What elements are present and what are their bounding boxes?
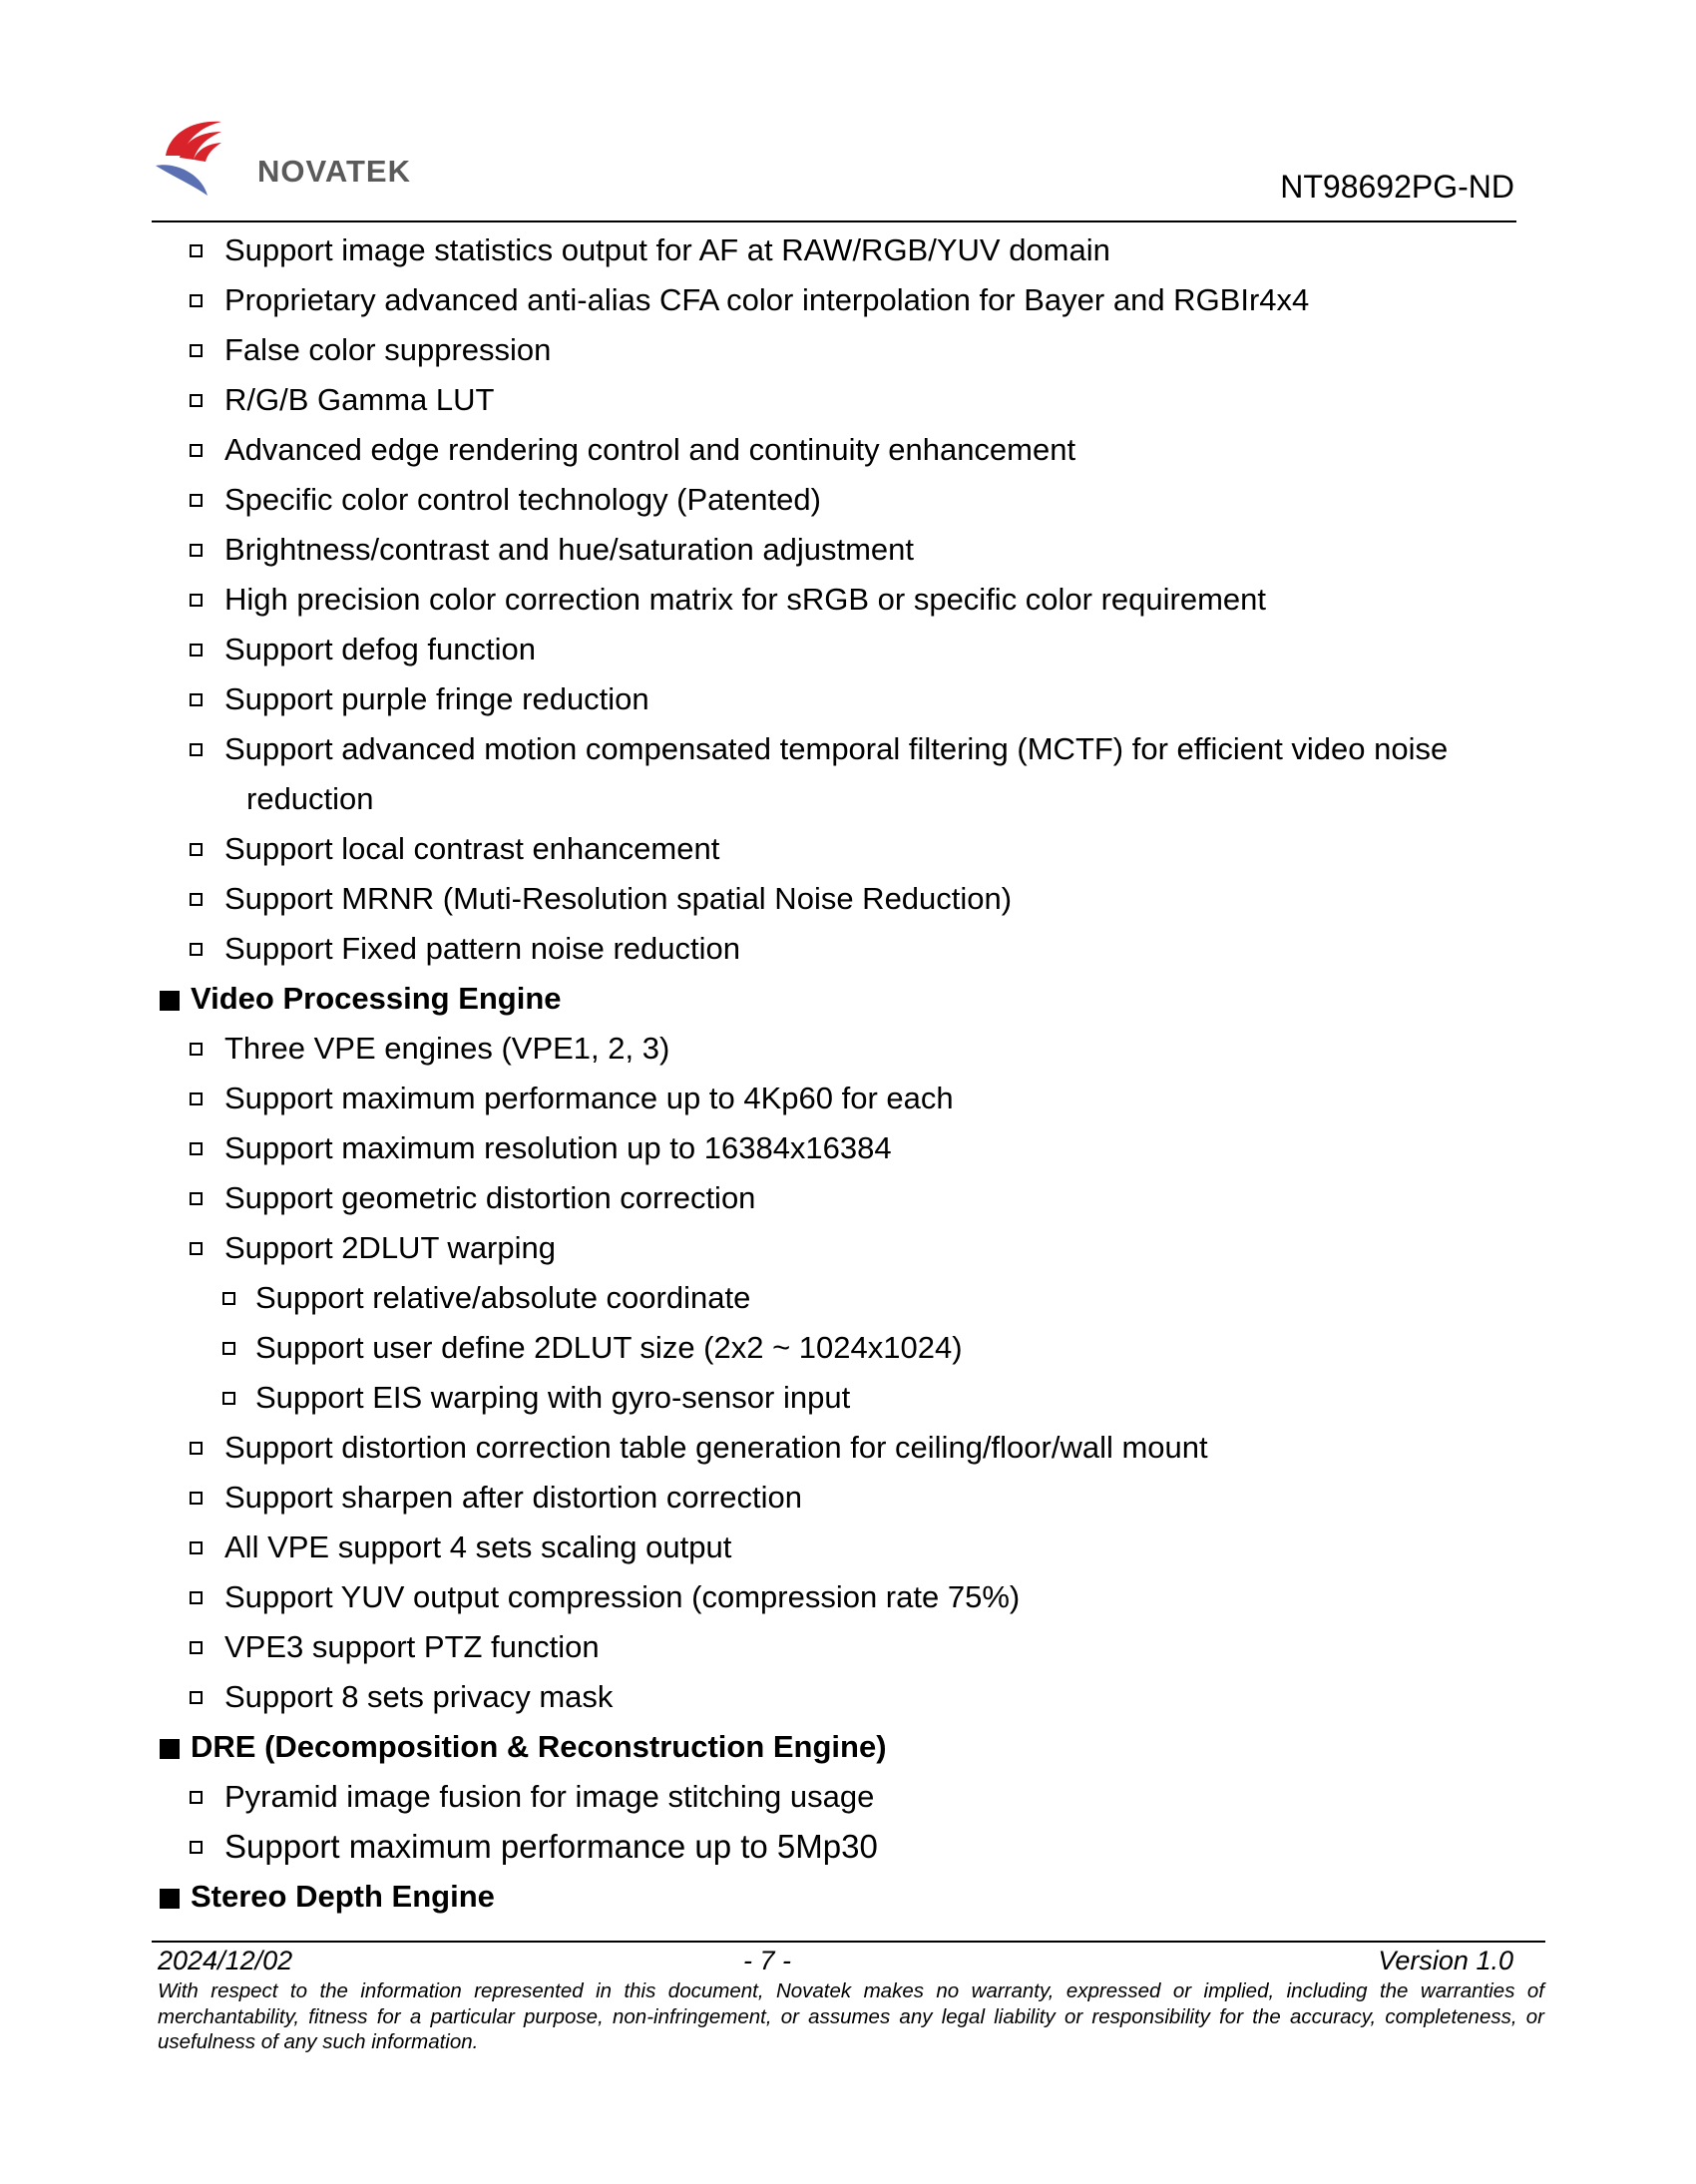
list-item: Support 2DLUT warping	[0, 1223, 1696, 1273]
sub-list-item: Support EIS warping with gyro-sensor input	[0, 1373, 1696, 1423]
list-item: Support purple fringe reduction	[0, 674, 1696, 724]
novatek-logo-icon	[152, 112, 261, 202]
checkbox-bullet-icon	[190, 344, 203, 357]
checkbox-bullet-icon	[190, 943, 203, 956]
list-item: False color suppression	[0, 325, 1696, 375]
checkbox-bullet-icon	[190, 843, 203, 856]
list-item: Support advanced motion compensated temporal filtering (MCTF) for efficient video noise	[0, 724, 1696, 774]
list-item: Support geometric distortion correction	[0, 1173, 1696, 1223]
checkbox-bullet-icon	[190, 1442, 203, 1455]
section-heading-vpe: Video Processing Engine	[0, 974, 1696, 1024]
header-divider	[152, 220, 1516, 222]
list-item: Support 8 sets privacy mask	[0, 1672, 1696, 1722]
checkbox-bullet-icon	[190, 294, 203, 307]
checkbox-bullet-icon	[190, 893, 203, 906]
checkbox-bullet-icon	[190, 1242, 203, 1255]
checkbox-bullet-icon	[190, 1492, 203, 1505]
checkbox-bullet-icon	[190, 743, 203, 756]
list-item: Support MRNR (Muti-Resolution spatial Noise Reduction)	[0, 874, 1696, 924]
checkbox-bullet-icon	[190, 644, 203, 656]
checkbox-bullet-icon	[190, 1641, 203, 1654]
list-item: Support YUV output compression (compression rate 75%)	[0, 1572, 1696, 1622]
list-item: Support Fixed pattern noise reduction	[0, 924, 1696, 974]
checkbox-bullet-icon	[190, 693, 203, 706]
checkbox-bullet-icon	[190, 1591, 203, 1604]
list-item: Support maximum performance up to 4Kp60 for each	[0, 1074, 1696, 1123]
section-heading-stereo: Stereo Depth Engine	[0, 1872, 1696, 1922]
list-item: Support maximum resolution up to 16384x16384	[0, 1123, 1696, 1173]
checkbox-bullet-icon	[190, 444, 203, 457]
checkbox-bullet-icon	[190, 1142, 203, 1155]
list-item: High precision color correction matrix for sRGB or specific color requirement	[0, 575, 1696, 625]
brand-name: NOVATEK	[257, 154, 411, 189]
checkbox-bullet-icon	[190, 394, 203, 407]
checkbox-bullet-icon	[190, 1691, 203, 1704]
square-bullet-icon	[160, 1889, 180, 1909]
list-item: All VPE support 4 sets scaling output	[0, 1523, 1696, 1572]
sub-list-item: Support relative/absolute coordinate	[0, 1273, 1696, 1323]
list-item: Three VPE engines (VPE1, 2, 3)	[0, 1024, 1696, 1074]
list-item: Support sharpen after distortion correction	[0, 1473, 1696, 1523]
square-bullet-icon	[160, 1739, 180, 1759]
section-heading-dre: DRE (Decomposition & Reconstruction Engine)	[0, 1722, 1696, 1772]
checkbox-bullet-icon	[190, 1092, 203, 1105]
list-item: Advanced edge rendering control and continuity enhancement	[0, 425, 1696, 475]
feature-list	[0, 225, 1696, 1922]
checkbox-bullet-icon	[190, 594, 203, 607]
checkbox-bullet-icon	[190, 1791, 203, 1804]
checkbox-bullet-icon	[190, 1043, 203, 1056]
legal-disclaimer: With respect to the information represented in this document, Novatek makes no warranty, expressed or implied, including the warranties of merchantability, fitness for a particular purpose, non-infringement, or assumes any legal liability or responsibility for the accuracy, completeness, or usefulness of any such information.	[158, 1979, 1544, 2053]
list-item: Support image statistics output for AF at RAW/RGB/YUV domain	[0, 225, 1696, 275]
checkbox-bullet-icon	[222, 1392, 235, 1405]
sub-list-item: Support user define 2DLUT size (2x2 ~ 1024x1024)	[0, 1323, 1696, 1373]
square-bullet-icon	[160, 991, 180, 1011]
document-id: NT98692PG-ND	[1280, 169, 1514, 205]
list-item-continuation: reduction	[246, 781, 374, 816]
list-item: Support maximum performance up to 5Mp30	[0, 1822, 1696, 1872]
checkbox-bullet-icon	[190, 1192, 203, 1205]
list-item: R/G/B Gamma LUT	[0, 375, 1696, 425]
checkbox-bullet-icon	[190, 1541, 203, 1554]
list-item: VPE3 support PTZ function	[0, 1622, 1696, 1672]
checkbox-bullet-icon	[190, 1841, 203, 1854]
checkbox-bullet-icon	[190, 494, 203, 507]
checkbox-bullet-icon	[222, 1342, 235, 1355]
checkbox-bullet-icon	[222, 1292, 235, 1305]
checkbox-bullet-icon	[190, 544, 203, 557]
checkbox-bullet-icon	[190, 244, 203, 257]
list-item: Support distortion correction table generation for ceiling/floor/wall mount	[0, 1423, 1696, 1473]
list-item: Support defog function	[0, 625, 1696, 674]
list-item: Pyramid image fusion for image stitching usage	[0, 1772, 1696, 1822]
footer-date: 2024/12/02	[158, 1946, 293, 1975]
list-item: Support local contrast enhancement	[0, 824, 1696, 874]
footer-divider	[152, 1941, 1545, 1943]
list-item: Specific color control technology (Patented)	[0, 475, 1696, 525]
list-item: Brightness/contrast and hue/saturation adjustment	[0, 525, 1696, 575]
page-number: - 7 -	[743, 1946, 792, 1975]
list-item: Proprietary advanced anti-alias CFA color interpolation for Bayer and RGBIr4x4	[0, 275, 1696, 325]
document-version: Version 1.0	[1378, 1946, 1513, 1975]
